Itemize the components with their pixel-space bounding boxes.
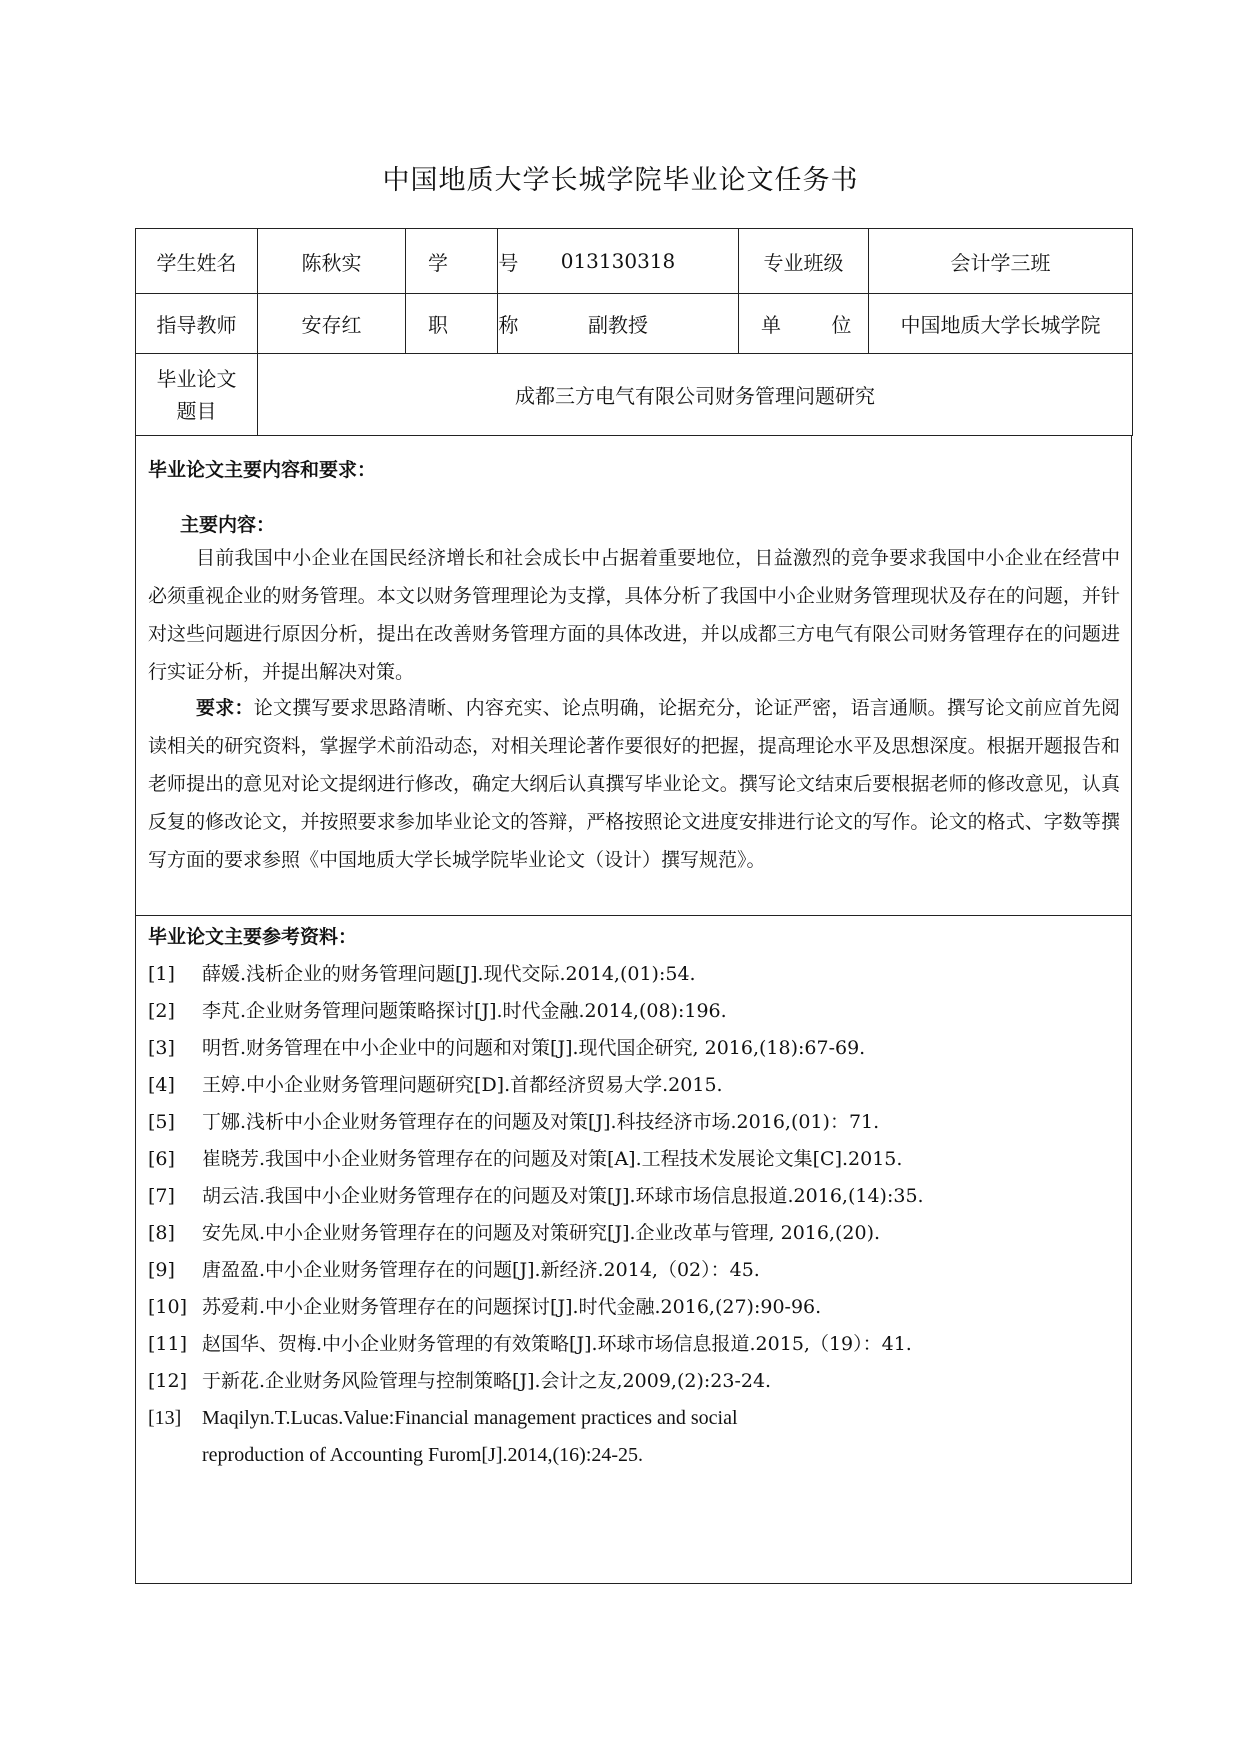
topic-label-line1: 毕业论文 [156, 366, 237, 391]
unit-value: 中国地质大学长城学院 [869, 294, 1133, 354]
reference-item [148, 1326, 1120, 1363]
student-id-label: 学 号 [406, 229, 498, 294]
reference-text: 李芃.企业财务管理问题策略探讨[J].时代金融.2014,(08):196. [202, 1000, 727, 1022]
student-name-label: 学生姓名 [136, 229, 258, 294]
info-row-topic [136, 354, 1133, 436]
reference-number: [8] [148, 1222, 175, 1244]
reference-item [148, 956, 1120, 993]
reference-number: [6] [148, 1148, 175, 1170]
content-heading: 主要内容： [180, 514, 276, 536]
references-heading: 毕业论文主要参考资料： [148, 926, 358, 948]
reference-number: [5] [148, 1111, 175, 1133]
reference-item [148, 1400, 1120, 1437]
reference-list [148, 956, 1120, 1474]
advisor-value: 安存红 [258, 294, 406, 354]
reference-item [148, 1030, 1120, 1067]
major-class-value: 会计学三班 [869, 229, 1133, 294]
reference-text: 王婷.中小企业财务管理问题研究[D].首都经济贸易大学.2015. [202, 1074, 723, 1096]
content-paragraph: 目前我国中小企业在国民经济增长和社会成长中占据着重要地位，日益激烈的竞争要求我国中小企业在经营中必须重视企业的财务管理。本文以财务管理理论为支撑，具体分析了我国中小企业财务管理现状及存在的问题，并针对这些问题进行原因分析，提出在改善财务管理方面的具体改进，并以成都三方电气有限公司财务管理存在的问题进行实证分析，并提出解决对策。 [148, 547, 1120, 683]
reference-number: [9] [148, 1259, 175, 1281]
info-row-advisor [136, 294, 1133, 354]
reference-number: [4] [148, 1074, 175, 1096]
reference-item [148, 1252, 1120, 1289]
unit-label: 单 位 [739, 294, 869, 354]
student-name-value: 陈秋实 [258, 229, 406, 294]
title-rank-label: 职 称 [406, 294, 498, 354]
title-rank-value: 副教授 [498, 294, 739, 354]
reference-number: [1] [148, 963, 175, 985]
requirements-label: 要求： [196, 697, 254, 719]
document-title: 中国地质大学长城学院毕业论文任务书 [382, 165, 859, 196]
advisor-label: 指导教师 [136, 294, 258, 354]
reference-text: 赵国华、贺梅.中小企业财务管理的有效策略[J].环球市场信息报道.2015,（19）：41. [202, 1333, 912, 1355]
topic-value: 成都三方电气有限公司财务管理问题研究 [258, 354, 1133, 436]
info-table [135, 228, 1133, 436]
reference-text: 安先凤.中小企业财务管理存在的问题及对策研究[J].企业改革与管理, 2016,(20). [202, 1222, 881, 1244]
reference-item [148, 1141, 1120, 1178]
reference-text: 薛媛.浅析企业的财务管理问题[J].现代交际.2014,(01):54. [202, 963, 696, 985]
requirements-section [135, 435, 1132, 916]
reference-number: [7] [148, 1185, 175, 1207]
reference-text: 丁娜.浅析中小企业财务管理存在的问题及对策[J].科技经济市场.2016,(01)：71. [202, 1111, 880, 1133]
reference-item [148, 1178, 1120, 1215]
student-id-value: 013130318 [498, 229, 739, 294]
reference-item [148, 1363, 1120, 1400]
references-section [135, 916, 1132, 1584]
reference-text: Maqilyn.T.Lucas.Value:Financial management practices and social [202, 1407, 738, 1429]
requirements-paragraph [148, 689, 1120, 879]
reference-item [148, 1215, 1120, 1252]
requirements-heading: 毕业论文主要内容和要求： [148, 459, 377, 481]
reference-item [148, 993, 1120, 1030]
reference-text: 胡云洁.我国中小企业财务管理存在的问题及对策[J].环球市场信息报道.2016,(14):35. [202, 1185, 924, 1207]
reference-item [148, 1289, 1120, 1326]
topic-label-line2: 题目 [176, 398, 217, 423]
major-class-label: 专业班级 [739, 229, 869, 294]
reference-text: 崔晓芳.我国中小企业财务管理存在的问题及对策[A].工程技术发展论文集[C].2015. [202, 1148, 903, 1170]
reference-text: 于新花.企业财务风险管理与控制策略[J].会计之友,2009,(2):23-24. [202, 1370, 772, 1392]
reference-number: [3] [148, 1037, 175, 1059]
info-row-student [136, 229, 1133, 294]
reference-item [148, 1067, 1120, 1104]
reference-number: [10] [148, 1296, 188, 1318]
reference-item [148, 1104, 1120, 1141]
reference-number: [11] [148, 1333, 188, 1355]
reference-text: 苏爱莉.中小企业财务管理存在的问题探讨[J].时代金融.2016,(27):90-96. [202, 1296, 822, 1318]
requirements-text: 论文撰写要求思路清晰、内容充实、论点明确，论据充分，论证严密，语言通顺。撰写论文前应首先阅读相关的研究资料，掌握学术前沿动态，对相关理论著作要很好的把握，提高理论水平及思想深度。根据开题报告和老师提出的意见对论文提纲进行修改，确定大纲后认真撰写毕业论文。撰写论文结束后要根据老师的修改意见，认真反复的修改论文，并按照要求参加毕业论文的答辩，严格按照论文进度安排进行论文的写作。论文的格式、字数等撰写方面的要求参照《中国地质大学长城学院毕业论文（设计）撰写规范》。 [148, 697, 1120, 871]
reference-number: [13] [148, 1407, 182, 1429]
reference-number: [2] [148, 1000, 175, 1022]
reference-text: 明哲.财务管理在中小企业中的问题和对策[J].现代国企研究, 2016,(18):67-69. [202, 1037, 866, 1059]
reference-number: [12] [148, 1370, 188, 1392]
topic-label [136, 354, 258, 436]
reference-item-continuation: reproduction of Accounting Furom[J].2014,(16):24-25. [202, 1444, 644, 1466]
reference-text: 唐盈盈.中小企业财务管理存在的问题[J].新经济.2014,（02）：45. [202, 1259, 760, 1281]
